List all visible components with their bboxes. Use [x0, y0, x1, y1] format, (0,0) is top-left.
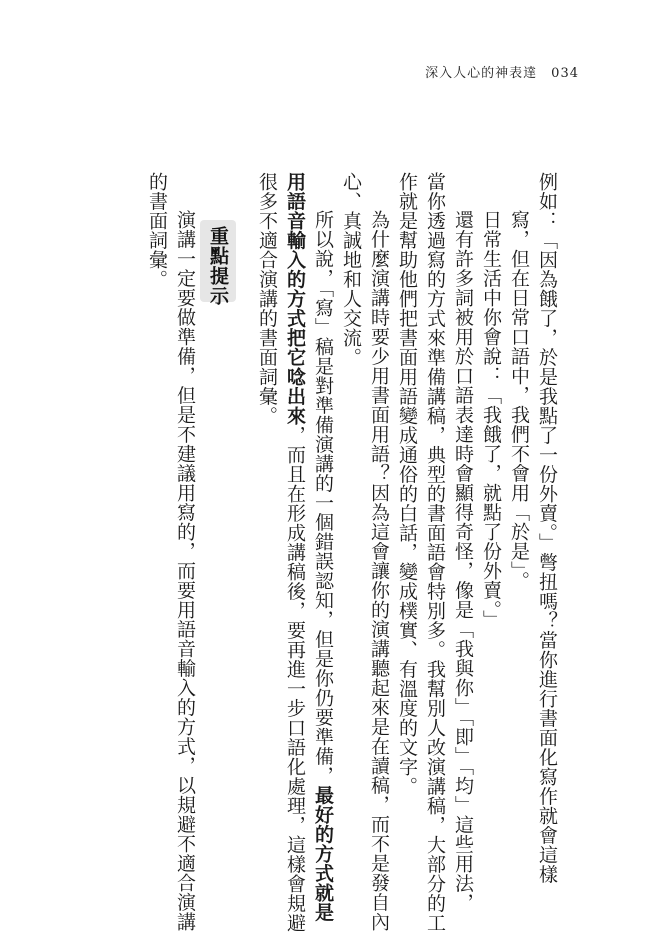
text-column: 例如：「因為餓了，於是我點了一份外賣。」彆扭嗎？當你進行書面化寫作就會這樣	[536, 172, 558, 884]
page-number: 034	[551, 66, 579, 81]
text-column	[282, 172, 308, 933]
text-column	[310, 172, 336, 922]
emphasis-text: 用語音輸入的方式把它唸出來	[284, 172, 306, 426]
text-column: 寫，但在日常口語中，我們不會用「於是」。	[508, 210, 530, 591]
text-column: 當你透過寫的方式來準備講稿，典型的書面語會特別多。我幫別人改演講稿，大部分的工	[424, 172, 446, 933]
emphasis-text: 最好的方式就是	[312, 785, 334, 922]
text-column: 心、真誠地和人交流。	[340, 172, 362, 367]
text-column: 日常生活中你會說：「我餓了，就點了份外賣。」	[480, 210, 502, 630]
tip-column: 的書面詞彙。	[146, 172, 168, 289]
text-column: 很多不適合演講的書面詞彙。	[256, 172, 278, 426]
tip-title: 重點提示	[207, 226, 229, 306]
running-header	[425, 62, 579, 81]
text-column: 作就是幫助他們把書面用語變成通俗的白話，變成樸實、有溫度的文字。	[396, 172, 418, 796]
tip-column: 演講一定要做準備，但是不建議用寫的，而要用語音輸入的方式，以規避不適合演講	[174, 210, 196, 932]
book-title: 深入人心的神表達	[425, 66, 538, 81]
text-column: 為什麼演講時要少用書面用語？因為這會讓你的演講聽起來是在讀稿，而不是發自內	[368, 210, 390, 932]
text-span: 所以說，「寫」稿是對準備演講的一個錯誤認知，但是你仍要準備，	[312, 210, 334, 786]
text-span: ，而且在形成講稿後，要再進一步口語化處理，這樣會規避	[284, 425, 306, 933]
text-column: 還有許多詞被用於口語表達時會顯得奇怪，像是「我與你」「即」「均」這些用法，	[452, 210, 474, 913]
